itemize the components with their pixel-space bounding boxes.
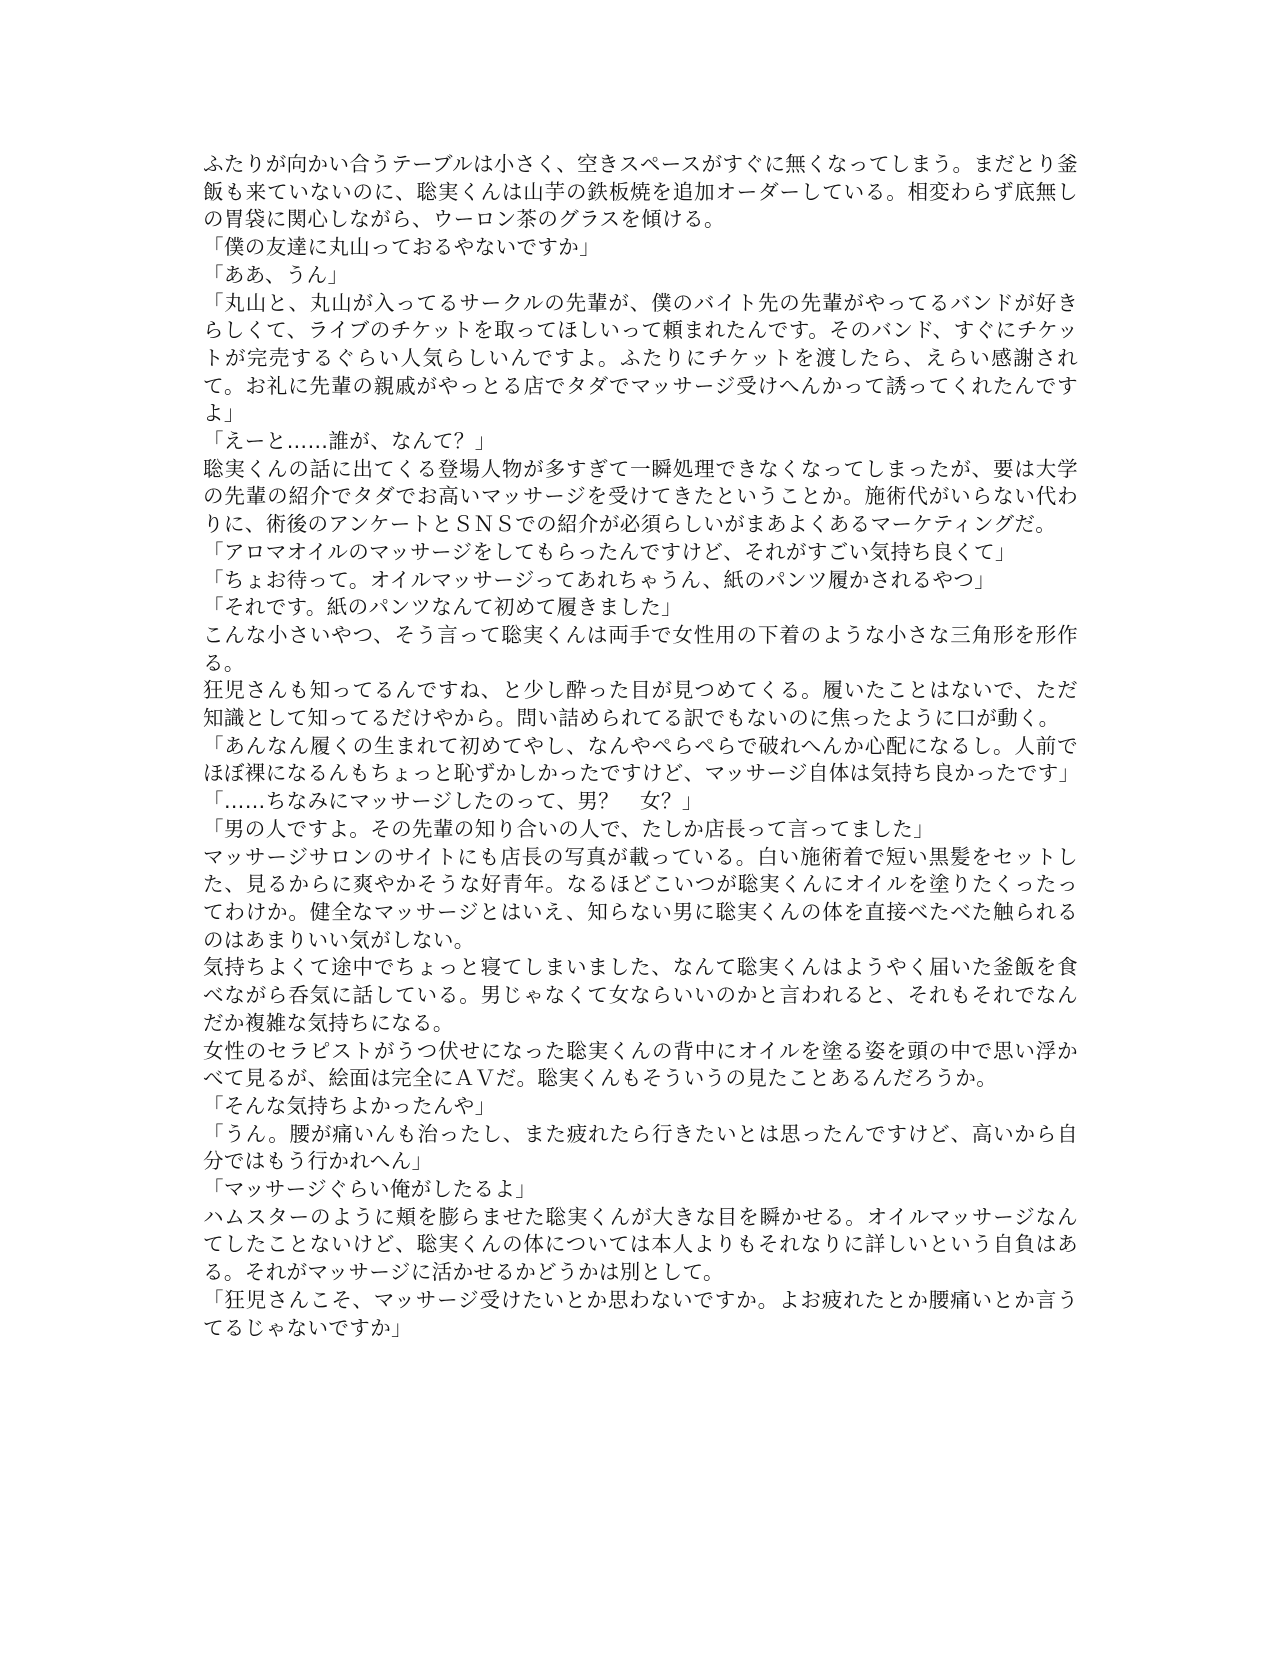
paragraph: こんな小さいやつ、そう言って聡実くんは両手で女性用の下着のような小さな三角形を形作る。	[203, 622, 1078, 675]
paragraph: 女性のセラピストがうつ伏せになった聡実くんの背中にオイルを塗る姿を頭の中で思い浮かべて見るが、絵面は完全にＡＶだ。聡実くんもそういうの見たことあるんだろうか。	[203, 1038, 1078, 1091]
dialogue-line: 「ああ、うん」	[203, 262, 349, 287]
dialogue-line: 「狂児さんこそ、マッサージ受けたいとか思わないですか。よお疲れたとか腰痛いとか言うてるじゃないですか」	[203, 1287, 1078, 1340]
dialogue-line: 「それです。紙のパンツなんて初めて履きました」	[203, 595, 683, 620]
paragraph: ふたりが向かい合うテーブルは小さく、空きスペースがすぐに無くなってしまう。まだとり釜飯も来ていないのに、聡実くんは山芋の鉄板焼を追加オーダーしている。相変わらず底無しの胃袋に関心しながら、ウーロン茶のグラスを傾ける。	[203, 152, 1078, 232]
dialogue-line: 「あんなん履くの生まれて初めてやし、なんやぺらぺらで破れへんか心配になるし。人前でほぼ裸になるんもちょっと恥ずかしかったですけど、マッサージ自体は気持ち良かったです」	[203, 733, 1080, 786]
paragraph: 聡実くんの話に出てくる登場人物が多すぎて一瞬処理できなくなってしまったが、要は大学の先輩の紹介でタダでお高いマッサージを受けてきたということか。施術代がいらない代わりに、術後のアンケートとＳＮＳでの紹介が必須らしいがまあよくあるマーケティングだ。	[203, 456, 1078, 537]
paragraph: 気持ちよくて途中でちょっと寝てしまいました、なんて聡実くんはようやく届いた釜飯を食べながら呑気に話している。男じゃなくて女ならいいのかと言われると、それもそれでなんだか複雑な気持ちになる。	[203, 955, 1078, 1035]
dialogue-line: 「マッサージぐらい俺がしたるよ」	[203, 1177, 537, 1202]
body-text	[203, 151, 1078, 1342]
dialogue-line: 「うん。腰が痛いんも治ったし、また疲れたら行きたいとは思ったんですけど、高いから自分ではもう行かれへん」	[203, 1121, 1078, 1174]
dialogue-line: 「僕の友達に丸山っておるやないですか」	[203, 235, 601, 260]
dialogue-line: 「アロマオイルのマッサージをしてもらったんですけど、それがすごい気持ち良くて」	[203, 539, 1016, 564]
dialogue-line: 「……ちなみにマッサージしたのって、男？ 女？」	[203, 789, 703, 814]
paragraph: 狂児さんも知ってるんですね、と少し酔った目が見つめてくる。履いたことはないで、ただ知識として知ってるだけやから。問い詰められてる訳でもないのに焦ったように口が動く。	[203, 678, 1078, 731]
dialogue-line: 「えーと……誰が、なんて？」	[203, 429, 496, 454]
paragraph: マッサージサロンのサイトにも店長の写真が載っている。白い施術着で短い黒髪をセットした、見るからに爽やかそうな好青年。なるほどこいつが聡実くんにオイルを塗りたくったってわけか。健全なマッサージとはいえ、知らない男に聡実くんの体を直接べたべた触られるのはあまりいい気がしない。	[203, 844, 1078, 952]
dialogue-line: 「丸山と、丸山が入ってるサークルの先輩が、僕のバイト先の先輩がやってるバンドが好きらしくて、ライブのチケットを取ってほしいって頼まれたんです。そのバンド、すぐにチケットが完売するぐらい人気らしいんですよ。ふたりにチケットを渡したら、えらい感謝されて。お礼に先輩の親戚がやっとる店でタダでマッサージ受けへんかって誘ってくれたんですよ」	[203, 290, 1078, 426]
dialogue-line: 「そんな気持ちよかったんや」	[203, 1093, 496, 1118]
paragraph: ハムスターのように頬を膨らませた聡実くんが大きな目を瞬かせる。オイルマッサージなんてしたことないけど、聡実くんの体については本人よりもそれなりに詳しいという自負はある。それがマッサージに活かせるかどうかは別として。	[203, 1204, 1078, 1285]
dialogue-line: 「男の人ですよ。その先輩の知り合いの人で、たしか店長って言ってました」	[203, 816, 935, 841]
dialogue-line: 「ちょお待って。オイルマッサージってあれちゃうん、紙のパンツ履かされるやつ」	[203, 567, 996, 592]
